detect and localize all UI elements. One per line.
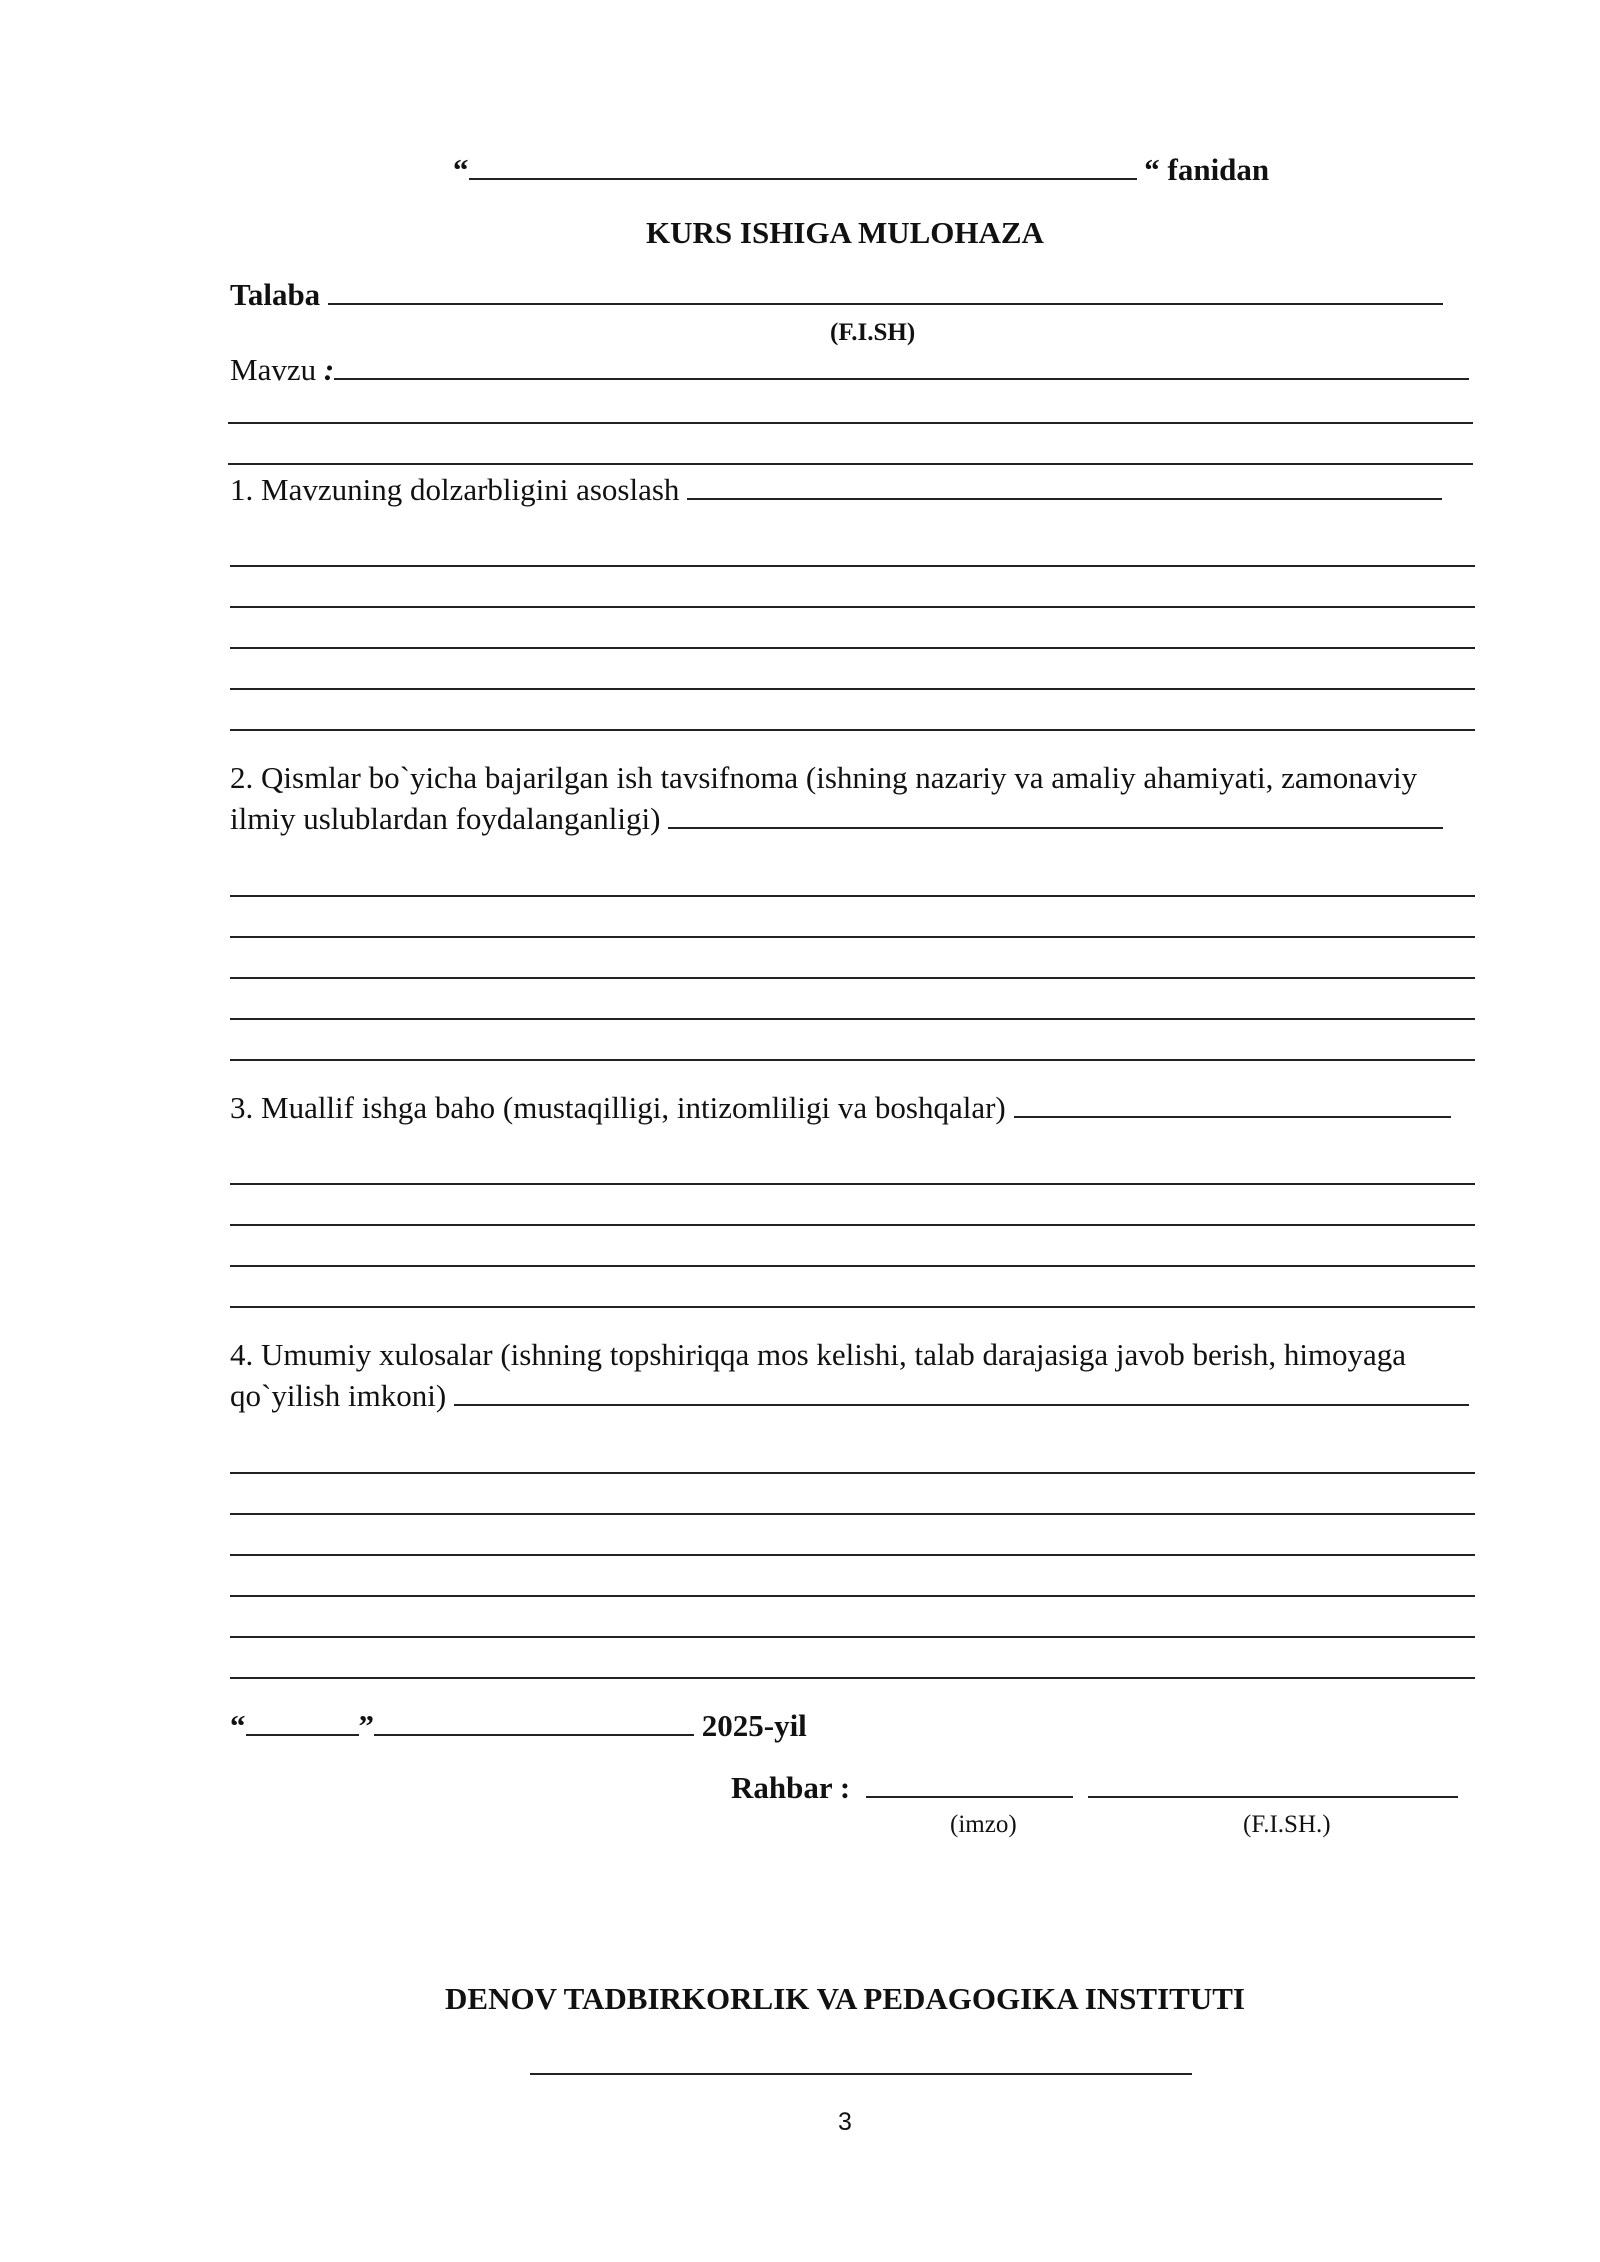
topic-colon: : (323, 352, 335, 387)
topic-line (230, 352, 1469, 388)
topic-line-3[interactable] (228, 463, 1473, 465)
section-4-line[interactable] (230, 1513, 1475, 1515)
supervisor-label: Rahbar : (731, 1770, 851, 1805)
institute-underline (530, 2073, 1192, 2075)
section-1-label: 1. Mavzuning dolzarbligini asoslash (230, 472, 680, 507)
signature-caption: (imzo) (950, 1811, 1017, 1838)
section-4-line[interactable] (230, 1636, 1475, 1638)
subject-line (453, 152, 1269, 188)
section-1-line[interactable] (230, 647, 1475, 649)
section-4-label: qo`yilish imkoni) (230, 1378, 447, 1413)
section-1-line[interactable] (230, 565, 1475, 567)
supervisor-signature-field[interactable] (866, 1770, 1073, 1798)
section-4-heading-line-1: 4. Umumiy xulosalar (ishning topshiriqqa mos kelishi, talab darajasiga javob berish, himoyaga (230, 1337, 1407, 1372)
section-2-line[interactable] (230, 936, 1475, 938)
section-3-heading (230, 1090, 1451, 1126)
section-3-line[interactable] (230, 1265, 1475, 1267)
page-number: 3 (838, 2108, 852, 2136)
supervisor-name-field[interactable] (1088, 1770, 1458, 1798)
topic-field[interactable] (334, 352, 1469, 380)
section-2-line[interactable] (230, 977, 1475, 979)
section-1-line[interactable] (230, 688, 1475, 690)
section-2-line[interactable] (230, 1059, 1475, 1061)
section-2-label: ilmiy uslublardan foydalanganligi) (230, 801, 661, 836)
section-1-heading (230, 472, 1442, 508)
section-3-label: 3. Muallif ishga baho (mustaqilligi, intizomliligi va boshqalar) (230, 1090, 1006, 1125)
section-4-line[interactable] (230, 1472, 1475, 1474)
subject-suffix: “ fanidan (1144, 152, 1270, 187)
subject-blank[interactable] (469, 152, 1137, 180)
student-label: Talaba (230, 277, 321, 312)
section-4-line[interactable] (230, 1595, 1475, 1597)
section-2-heading-line-2 (230, 801, 1443, 837)
date-year: 2025-yil (701, 1708, 807, 1743)
student-line (230, 277, 1443, 313)
section-2-inline-field[interactable] (668, 801, 1443, 829)
institute-name: DENOV TADBIRKORLIK VA PEDAGOGIKA INSTITUTI (445, 1981, 1245, 2016)
fish-caption: (F.I.SH) (830, 319, 916, 346)
date-close-quote: ” (358, 1708, 374, 1743)
name-caption: (F.I.SH.) (1243, 1811, 1331, 1838)
topic-line-2[interactable] (228, 422, 1473, 424)
section-1-inline-field[interactable] (687, 472, 1442, 500)
date-day-field[interactable] (246, 1708, 359, 1736)
section-2-line[interactable] (230, 1018, 1475, 1020)
section-3-inline-field[interactable] (1014, 1090, 1451, 1118)
section-3-line[interactable] (230, 1224, 1475, 1226)
section-4-inline-field[interactable] (454, 1378, 1469, 1406)
date-month-field[interactable] (374, 1708, 694, 1736)
supervisor-line (731, 1770, 1458, 1806)
section-2-line[interactable] (230, 895, 1475, 897)
section-1-line[interactable] (230, 729, 1475, 731)
section-1-line[interactable] (230, 606, 1475, 608)
section-3-line[interactable] (230, 1306, 1475, 1308)
topic-label: Mavzu (230, 352, 324, 387)
section-4-line[interactable] (230, 1677, 1475, 1679)
student-name-field[interactable] (328, 277, 1443, 305)
date-open-quote: “ (230, 1708, 246, 1743)
subject-open-quote: “ (453, 152, 469, 187)
page-title: KURS ISHIGA MULOHAZA (646, 215, 1044, 250)
section-2-heading-line-1: 2. Qismlar bo`yicha bajarilgan ish tavsifnoma (ishning nazariy va amaliy ahamiyati, zamonaviy (230, 760, 1418, 795)
section-4-line[interactable] (230, 1554, 1475, 1556)
date-line (230, 1708, 807, 1744)
section-3-line[interactable] (230, 1183, 1475, 1185)
section-4-heading-line-2 (230, 1378, 1469, 1414)
